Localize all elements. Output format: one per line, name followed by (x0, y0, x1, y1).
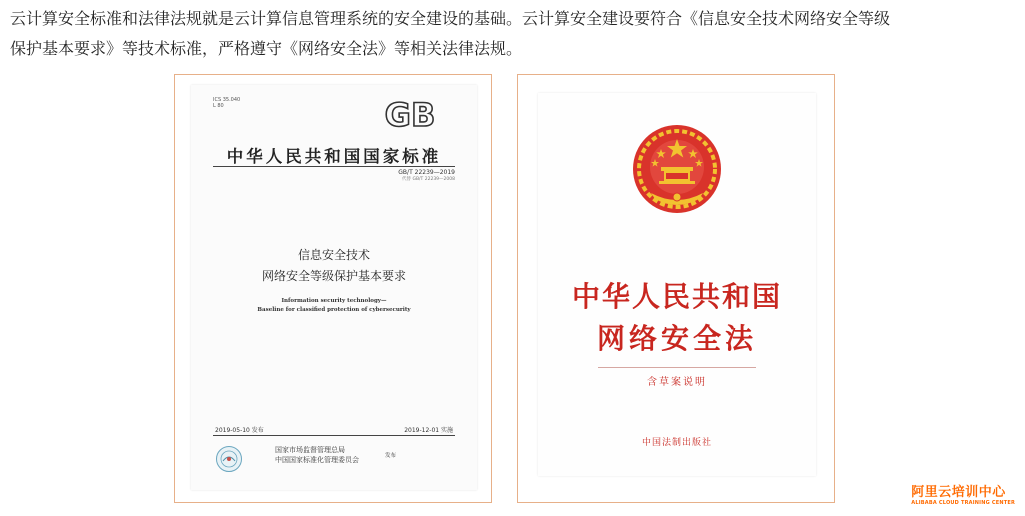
standard-replaces: 代替 GB/T 22239—2008 (402, 177, 455, 182)
law-title-line-1: 中华人民共和国 (571, 280, 782, 313)
law-cover (538, 93, 816, 476)
standard-title (191, 245, 477, 287)
ics-code: ICS 35.040 (213, 97, 241, 103)
implement-date: 2019-12-01 实施 (404, 427, 453, 434)
law-divider (598, 367, 756, 368)
publisher-line-2: 中国国家标准化管理委员会 (275, 456, 359, 464)
ccs-code: L 80 (213, 103, 224, 109)
national-emblem-icon (631, 123, 723, 215)
english-title-line-1: Information security technology— (281, 298, 387, 304)
gb-logo-text: GB (384, 97, 436, 131)
publisher-suffix: 发布 (385, 453, 397, 459)
publisher-line-1: 国家市场监督管理总局 (275, 446, 345, 454)
law-title-line-2: 网络安全法 (596, 322, 757, 355)
law-cover-frame (517, 74, 835, 503)
standard-header-title: 中华人民共和国国家标准 (226, 147, 442, 166)
intro-line-2: 保护基本要求》等技术标准，严格遵守《网络安全法》等相关法律法规。 (10, 39, 523, 58)
brand-name-cn: 阿里云培训中心 (911, 485, 1006, 500)
standard-code-block (398, 169, 455, 183)
standard-cover (191, 85, 477, 490)
standard-title-line-2: 网络安全等级保护基本要求 (261, 269, 406, 283)
law-subtitle: 含草案说明 (647, 377, 707, 388)
english-title-line-2: Baseline for classified protection of cybersecurity (257, 307, 411, 313)
standard-title-line-1: 信息安全技术 (297, 248, 370, 262)
ics-codes (213, 97, 240, 109)
gb-logo (379, 97, 441, 131)
footer-divider (213, 435, 455, 436)
issue-date: 2019-05-10 发布 (215, 427, 264, 434)
intro-line-1: 云计算安全标准和法律法规就是云计算信息管理系统的安全建设的基础。云计算安全建设要符合《信息安全技术网络安全等级 (10, 9, 891, 28)
standard-publisher (275, 445, 359, 465)
sac-seal-icon (215, 445, 243, 473)
standard-cover-frame (174, 74, 492, 503)
law-publisher: 中国法制出版社 (641, 438, 712, 448)
standard-number: GB/T 22239—2019 (398, 169, 455, 176)
header-divider (213, 166, 455, 167)
brand-logo (911, 486, 1015, 507)
intro-paragraph (10, 4, 1015, 64)
standard-english-title (191, 297, 477, 315)
brand-name-en: ALIBABA CLOUD TRAINING CENTER (911, 500, 1015, 506)
